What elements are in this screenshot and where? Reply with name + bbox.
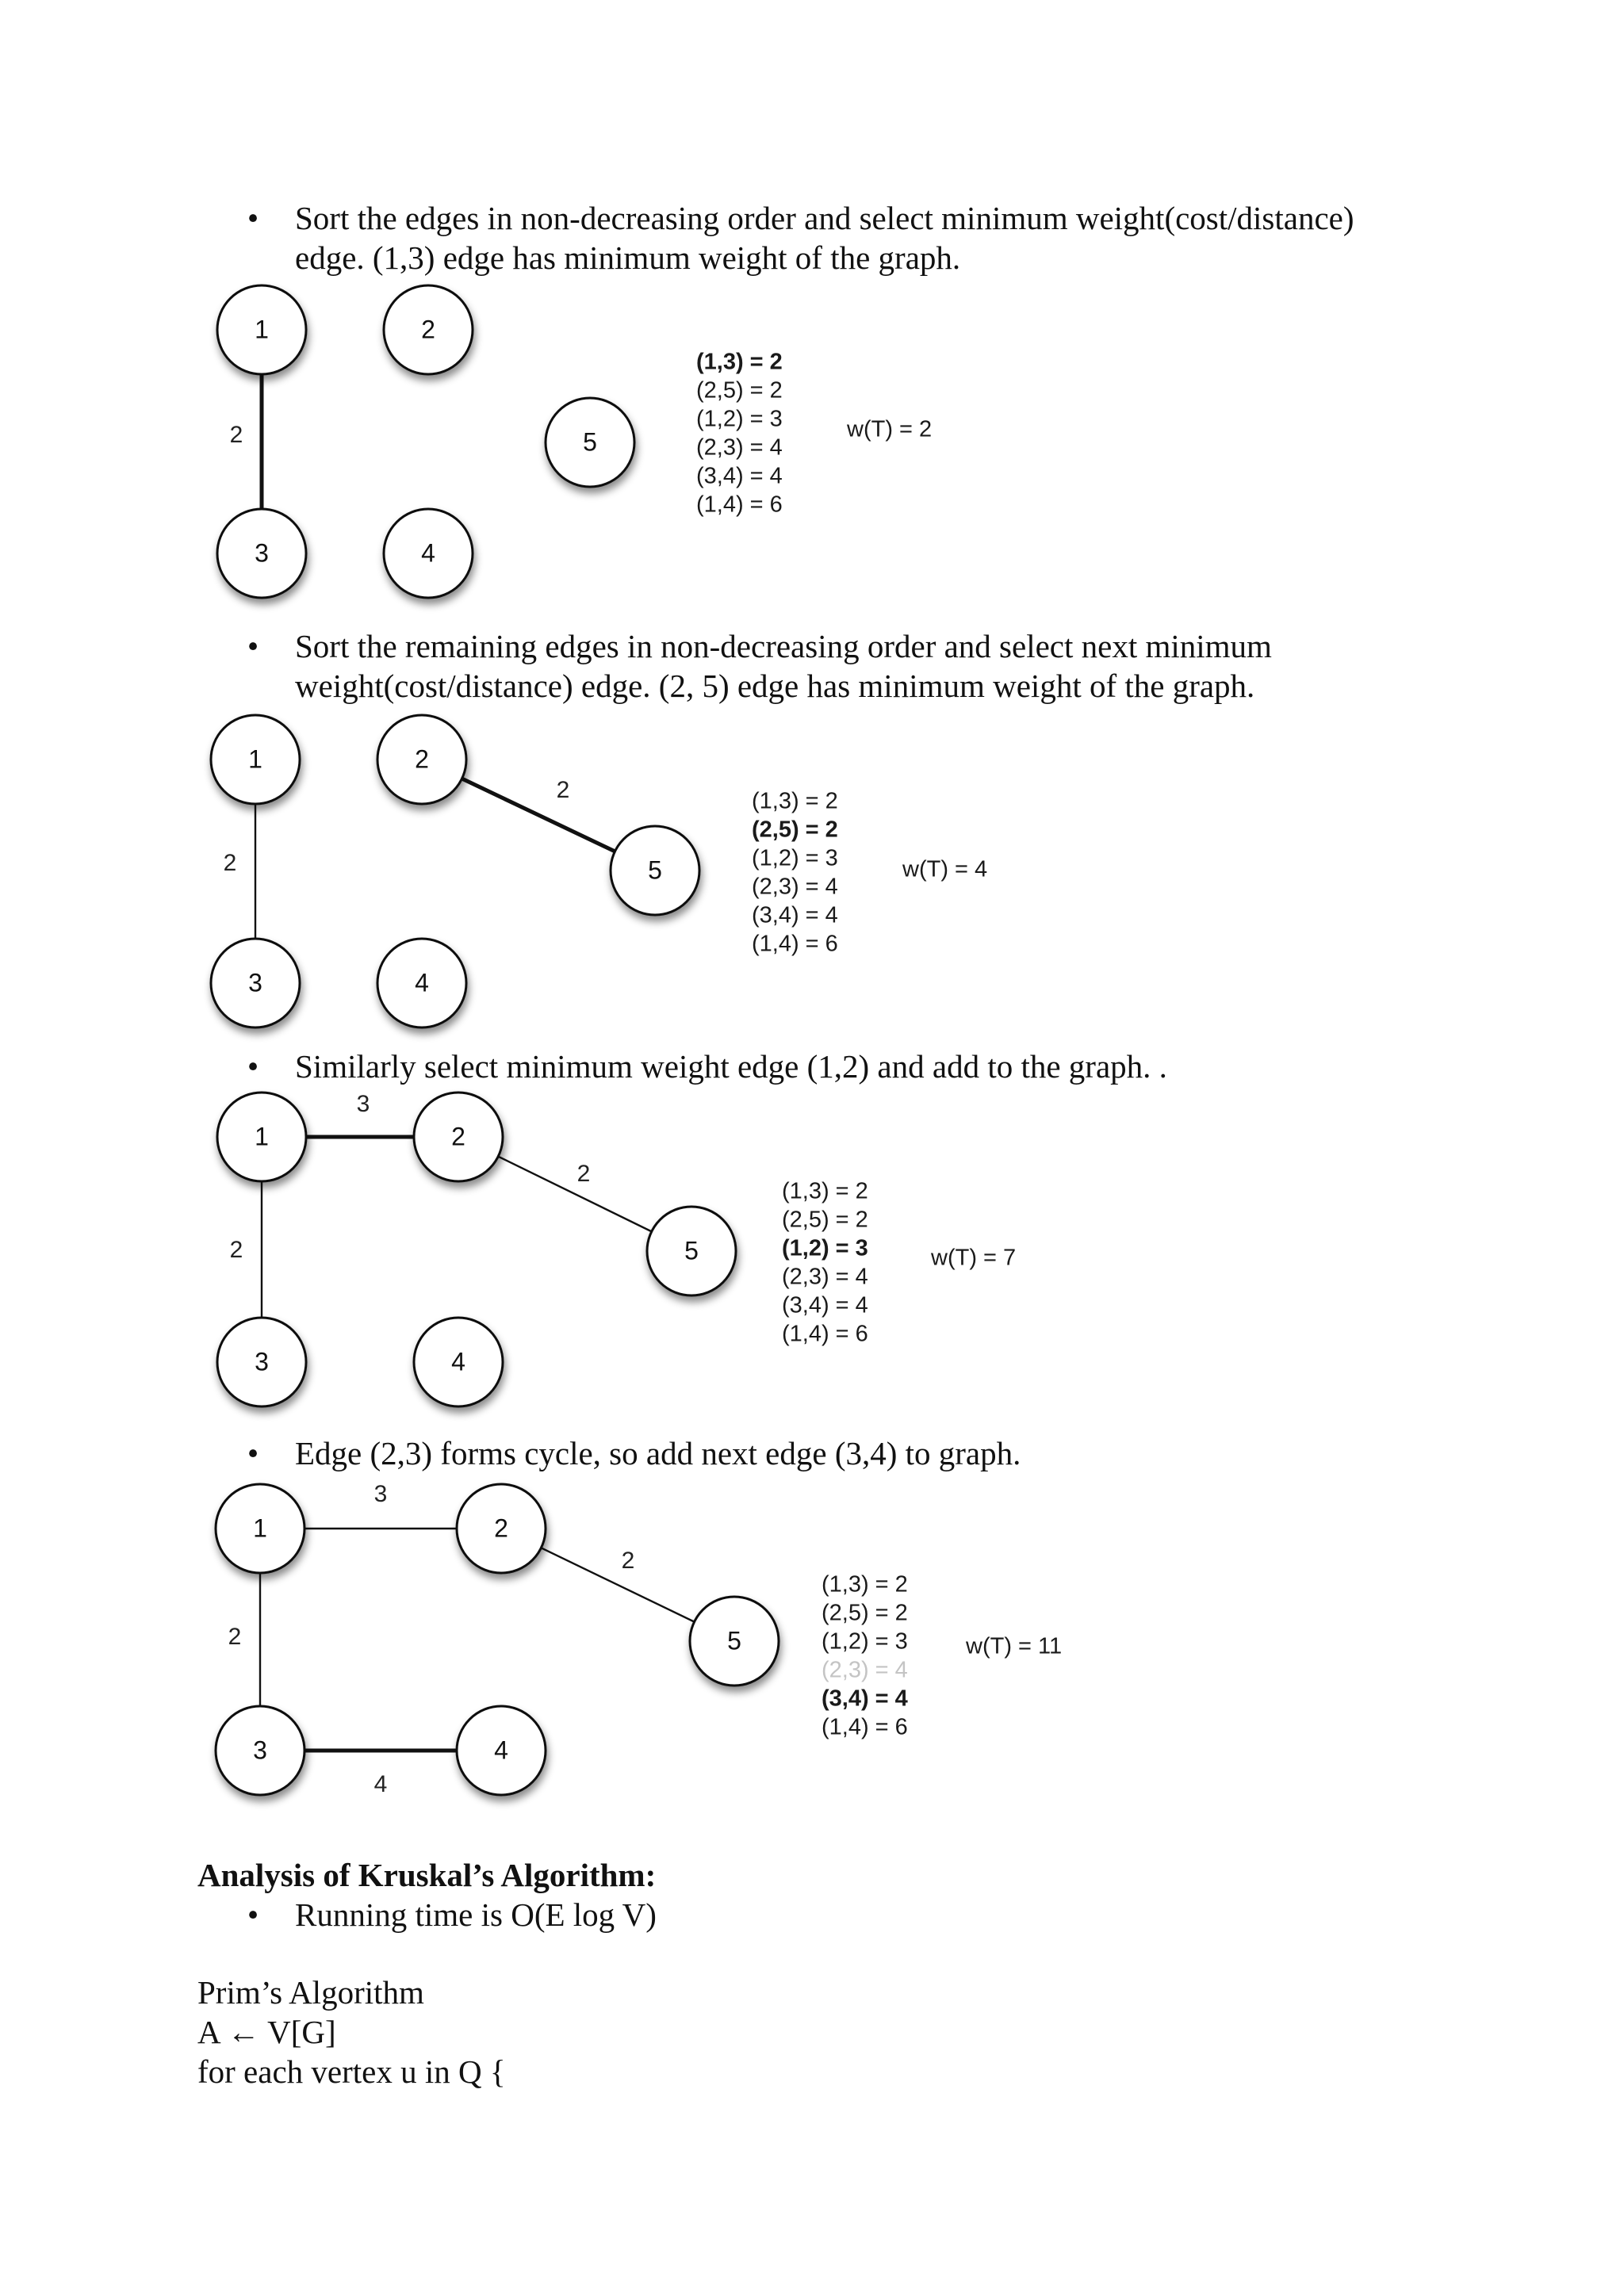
node-label: 5 (684, 1236, 699, 1265)
edge-list-item: (3,4) = 4 (696, 463, 783, 489)
total-weight-label: w(T) = 11 (966, 1633, 1063, 1659)
node-label: 2 (494, 1513, 508, 1543)
node-label: 3 (248, 968, 262, 997)
total-weight-label: w(T) = 7 (931, 1245, 1017, 1271)
node-label: 5 (583, 427, 597, 457)
graph-node-3 (217, 509, 306, 598)
edge-list-item: (1,4) = 6 (752, 931, 838, 957)
node-label: 1 (255, 1122, 269, 1151)
edge-list-item: (2,3) = 4 (782, 1264, 868, 1290)
graph-node-2 (414, 1093, 503, 1181)
graph-node-1 (217, 1093, 306, 1181)
graph-node-2 (377, 715, 466, 804)
edge-list-item: (1,3) = 2 (752, 788, 838, 814)
edge-weight-label: 2 (621, 1547, 635, 1574)
text-line: Similarly select minimum weight edge (1,2) and add to the graph. . (295, 1048, 1167, 1085)
text-line: Edge (2,3) forms cycle, so add next edge (3,4) to graph. (295, 1435, 1021, 1471)
graph-node-4 (377, 939, 466, 1027)
graph-node-4 (384, 509, 473, 598)
bullet-marker: • (247, 1896, 259, 1933)
step-2-text (295, 626, 1484, 706)
node-label: 4 (494, 1735, 508, 1765)
prim-code-line: for each vertex u in Q { (197, 2053, 506, 2090)
edge-list-item: (1,3) = 2 (822, 1571, 908, 1598)
step-1-text (295, 198, 1484, 277)
node-label: 5 (648, 855, 662, 885)
node-label: 4 (451, 1347, 465, 1376)
node-label: 1 (255, 315, 269, 344)
edge-list-item: (1,3) = 2 (782, 1178, 868, 1204)
node-label: 1 (253, 1513, 267, 1543)
edge-list-item: (1,4) = 6 (822, 1714, 908, 1740)
edge-list-item: (2,3) = 4 (696, 434, 783, 461)
edge-weight-label: 3 (373, 1480, 388, 1507)
graph-node-2 (384, 285, 473, 374)
bullet-marker: • (247, 1048, 259, 1085)
text-line: Sort the edges in non-decreasing order and select minimum weight(cost/distance) (295, 200, 1354, 236)
graph-node-1 (216, 1484, 304, 1573)
text-line: edge. (1,3) edge has minimum weight of the graph. (295, 239, 961, 276)
edge-list-item: (1,2) = 3 (752, 845, 838, 871)
text-line: Running time is O(E log V) (295, 1896, 657, 1933)
total-weight-label: w(T) = 4 (902, 856, 988, 882)
step-3-text (295, 1047, 1484, 1086)
graph-node-4 (457, 1706, 546, 1795)
bullet-marker: • (247, 200, 259, 236)
node-label: 3 (253, 1735, 267, 1765)
graph-node-3 (211, 939, 300, 1027)
node-label: 1 (248, 744, 262, 774)
edge-list-item: (1,4) = 6 (782, 1321, 868, 1347)
edge-list-item: (3,4) = 4 (822, 1686, 908, 1712)
graph-node-4 (414, 1318, 503, 1406)
analysis-bullet-text (295, 1895, 1484, 1934)
step-1-graph-figure (0, 276, 1031, 617)
edge-list-item: (1,4) = 6 (696, 492, 783, 518)
text-line: weight(cost/distance) edge. (2, 5) edge has minimum weight of the graph. (295, 668, 1255, 704)
step-4-graph-figure (0, 1473, 1110, 1830)
edge-weight-label: 2 (229, 421, 243, 448)
graph-node-2 (457, 1484, 546, 1573)
bullet-marker: • (247, 1435, 259, 1471)
edge-weight-label: 2 (223, 849, 237, 876)
edge-weight-label: 4 (373, 1770, 388, 1797)
edge-list-item: (2,3) = 4 (752, 874, 838, 900)
edge-list-item: (3,4) = 4 (752, 902, 838, 928)
graph-node-5 (611, 826, 699, 915)
graph-node-3 (216, 1706, 304, 1795)
graph-node-1 (217, 285, 306, 374)
graph-node-5 (647, 1207, 736, 1295)
edge-list-item: (2,5) = 2 (696, 377, 783, 404)
edge-list-item: (1,2) = 3 (822, 1628, 908, 1655)
node-label: 3 (255, 1347, 269, 1376)
edge-list-item: (2,5) = 2 (752, 817, 838, 843)
edge-list-item: (1,2) = 3 (782, 1235, 868, 1261)
node-label: 3 (255, 538, 269, 568)
node-label: 2 (421, 315, 435, 344)
edge-weight-label: 3 (356, 1090, 370, 1117)
edge-weight-label: 2 (228, 1623, 242, 1650)
prim-title: Prim’s Algorithm (197, 1974, 424, 2011)
total-weight-label: w(T) = 2 (847, 416, 933, 442)
node-label: 2 (415, 744, 429, 774)
node-label: 4 (421, 538, 435, 568)
edge-list-item: (2,5) = 2 (822, 1600, 908, 1626)
step-3-graph-figure (0, 1086, 1031, 1435)
node-label: 5 (727, 1626, 741, 1655)
graph-node-5 (690, 1597, 779, 1686)
analysis-heading: Analysis of Kruskal’s Algorithm: (197, 1857, 657, 1893)
graph-node-3 (217, 1318, 306, 1406)
edge-list-item: (2,5) = 2 (782, 1207, 868, 1233)
graph-node-5 (546, 398, 634, 487)
edge-weight-label: 2 (576, 1160, 591, 1187)
text-line: Sort the remaining edges in non-decreasing order and select next minimum (295, 628, 1272, 664)
graph-node-1 (211, 715, 300, 804)
node-label: 2 (451, 1122, 465, 1151)
step-4-text (295, 1433, 1484, 1473)
edge-list-item: (2,3) = 4 (822, 1657, 908, 1683)
step-2-graph-figure (0, 706, 1031, 1047)
edge-list-item: (3,4) = 4 (782, 1292, 868, 1318)
edge-list-item: (1,3) = 2 (696, 349, 783, 375)
edge-weight-label: 2 (229, 1236, 243, 1263)
bullet-marker: • (247, 628, 259, 664)
prim-code-line: A ← V[G] (197, 2014, 336, 2050)
node-label: 4 (415, 968, 429, 997)
edge-weight-label: 2 (556, 776, 570, 803)
edge-list-item: (1,2) = 3 (696, 406, 783, 432)
